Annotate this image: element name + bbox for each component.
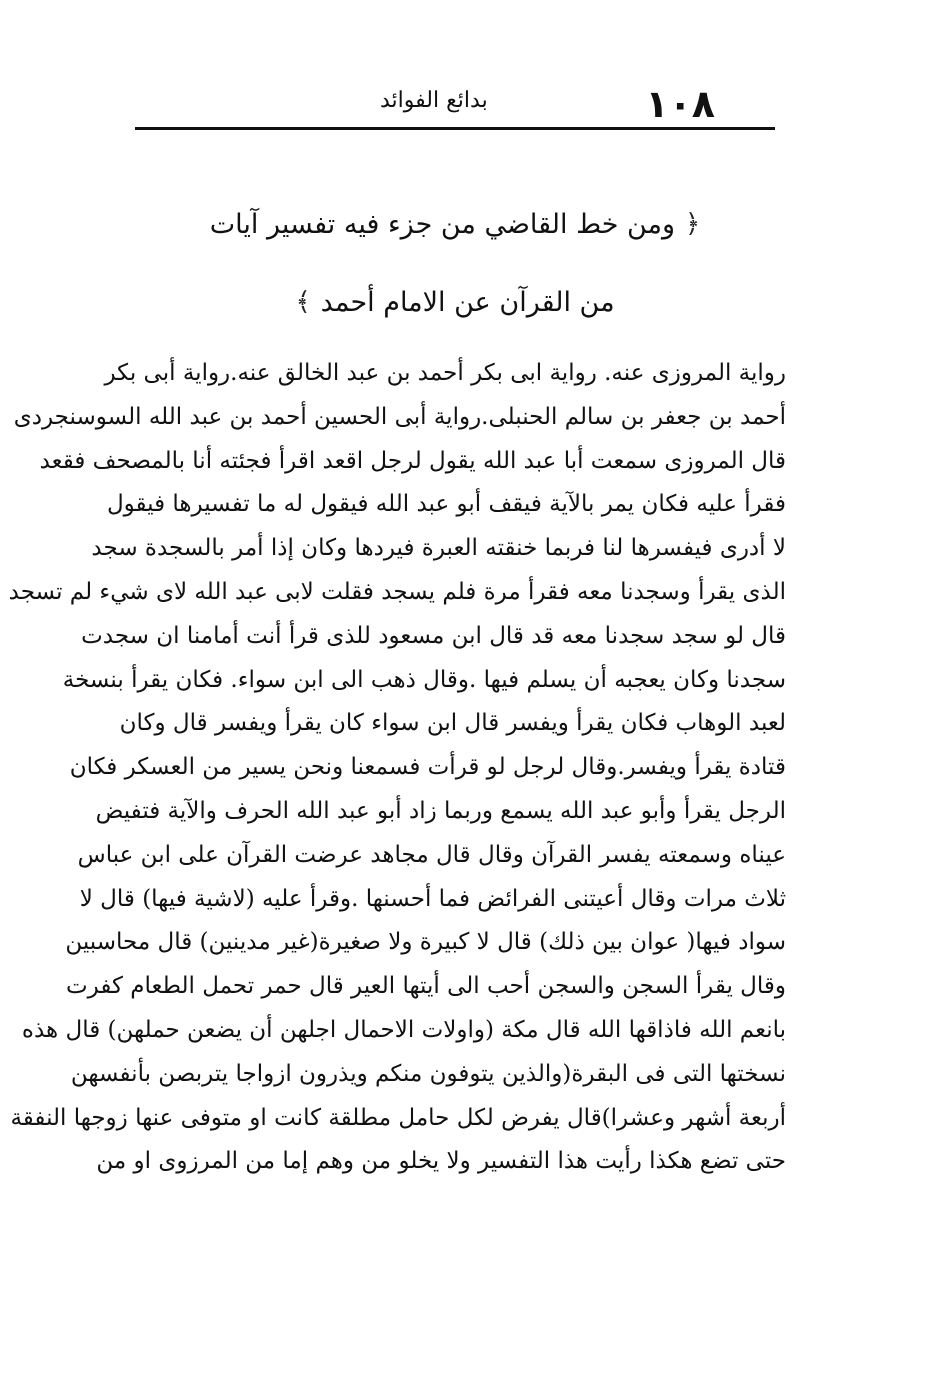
heading-text-1: ومن خط القاضي من جزء فيه تفسير آيات xyxy=(209,208,676,240)
text-line: رواية المروزى عنه. رواية ابى بكر أحمد بن عبد الخالق عنه.رواية أبى بكر xyxy=(104,360,786,386)
ornament-right-icon: ﴿ xyxy=(685,209,701,239)
text-line: لا أدرى فيفسرها لنا فربما خنقته العبرة فيردها وكان إذا أمر بالسجدة سجد xyxy=(91,535,786,562)
text-line: عيناه وسمعته يفسر القرآن وقال قال مجاهد عرضت القرآن على ابن عباس xyxy=(77,841,786,868)
text-line: فقرأ عليه فكان يمر بالآية فيقف أبو عبد الله فيقول له ما تفسيرها فيقول xyxy=(106,491,786,518)
text-line: لعبد الوهاب فكان يقرأ ويفسر قال ابن سواء كان يقرأ ويفسر قال وكان xyxy=(119,710,786,737)
text-line: قال لو سجد سجدنا معه قد قال ابن مسعود للذى قرأ أنت أمامنا ان سجدت xyxy=(81,622,786,649)
text-line: حتى تضع هكذا رأيت هذا التفسير ولا يخلو من وهم إما من المرزوى او من xyxy=(96,1148,786,1175)
text-line: بانعم الله فاذاقها الله قال مكة (واولات الاحمال اجلهن أن يضعن حملهن) قال هذه xyxy=(21,1016,786,1043)
ornament-left-icon: ﴾ xyxy=(295,287,311,317)
body-text xyxy=(8,352,786,1184)
text-line: وقال يقرأ السجن والسجن أحب الى أيتها العير قال حمر تحمل الطعام كفرت xyxy=(66,973,786,1000)
page-number: ١٠٨ xyxy=(645,82,715,126)
text-line: قال المروزى سمعت أبا عبد الله يقول لرجل اقعد اقرأ فجئته أنا بالمصحف فقعد xyxy=(39,447,786,474)
text-line: الرجل يقرأ وأبو عبد الله يسمع وربما زاد أبو عبد الله الحرف والآية فتفيض xyxy=(95,797,786,824)
page-header xyxy=(135,78,775,128)
running-title: بدائع الفوائد xyxy=(380,88,488,113)
section-heading xyxy=(160,185,750,341)
text-line: أحمد بن جعفر بن سالم الحنبلى.رواية أبى الحسين أحمد بن عبد الله السوسنجردى xyxy=(13,403,786,430)
heading-line-2 xyxy=(160,263,750,341)
heading-text-2: من القرآن عن الامام أحمد xyxy=(320,286,615,318)
text-line: سجدنا وكان يعجبه أن يسلم فيها .وقال ذهب الى ابن سواء. فكان يقرأ بنسخة xyxy=(62,666,786,693)
text-line: الذى يقرأ وسجدنا معه فقرأ مرة فلم يسجد فقلت لابى عبد الله لاى شيء لم تسجد xyxy=(8,578,786,605)
text-line: قتادة يقرأ ويفسر.وقال لرجل لو قرأت فسمعنا ونحن يسير من العسكر فكان xyxy=(69,754,786,781)
heading-line-1 xyxy=(160,185,750,263)
text-line: ثلاث مرات وقال أعيتنى الفرائض فما أحسنها .وقرأ عليه (لاشية فيها) قال لا xyxy=(79,885,786,912)
text-line: نسختها التى فى البقرة(والذين يتوفون منكم ويذرون ازواجا يتربصن بأنفسهن xyxy=(70,1060,786,1087)
text-line: سواد فيها( عوان بين ذلك) قال لا كبيرة ولا صغيرة(غير مدينين) قال محاسبين xyxy=(65,929,786,956)
header-rule xyxy=(135,127,775,130)
text-line: أربعة أشهر وعشرا)قال يفرض لكل حامل مطلقة كانت او متوفى عنها زوجها النفقة xyxy=(10,1104,786,1131)
